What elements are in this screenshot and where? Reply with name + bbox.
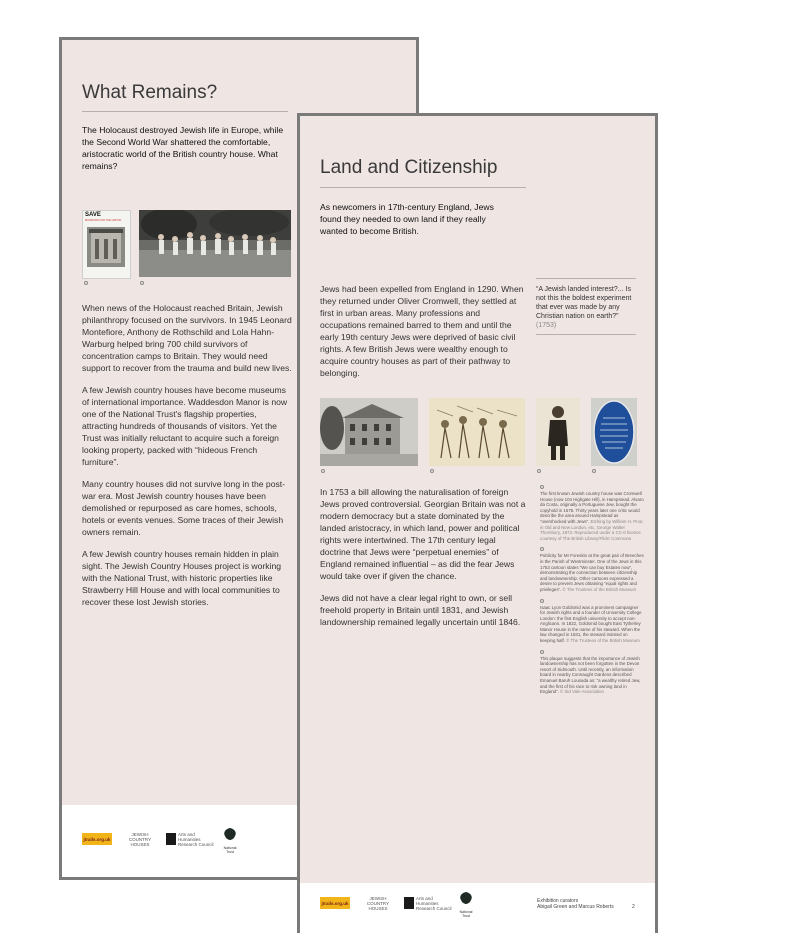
ahrc-logo: Arts and Humanities Research Council [178,831,214,847]
oak-leaf-icon [458,891,474,905]
cromwell-house-etching-icon [320,398,418,466]
curators-names: Abigail Green and Marcus Roberts [537,904,614,910]
panel2-paragraph-1: Jews had been expelled from England in 1290. When they returned under Oliver Cromwell, they settled at first in urban areas. Many professions and occupations remained barred to them and until the early 19th century Jews were deprived of basic civil rights. A few British Jews were wealthy enough to acquire country houses as part of their pathway to belonging. [320,284,524,378]
panel-land-and-citizenship [297,113,658,933]
panel2-title-rule [320,187,526,188]
ahrc-logo-mark [404,897,414,909]
mansion-photo-icon [83,225,130,271]
panel1-intro: The Holocaust destroyed Jewish life in Europe, while the Second World War shattered the comfortable, aristocratic world of the British country house. What remains? [82,125,284,171]
caption-marker [140,281,144,285]
caption-marker [537,469,541,473]
oak-leaf-icon [222,827,238,841]
pull-quote-year: (1753) [536,322,557,329]
curators-credit [537,898,627,910]
national-trust-logo [222,827,238,854]
national-trust-logo [458,891,474,918]
caption-credit: © The Trustees of the British Museum [566,638,640,644]
national-trust-label: National Trust [223,846,237,854]
panel2-paragraph-2: In 1753 a bill allowing the naturalisation of foreign Jews proved controversial. Georgian Britain was not a modern democracy but a state dominated by the landed aristocracy, in which land, power and political rights were intertwined. The 17th century legal doctrine that Jews were “perpetual enemies” of England remained influential – as did the fear Jews would take over if given the chance. [320,487,526,581]
jewish-country-houses-logo: JEWISH COUNTRY HOUSES [366,895,390,911]
page-number: 2 [632,904,635,910]
panel1-paragraph: A few Jewish country houses remain hidden in plain sight. The Jewish Country Houses project is working with the National Trust, with historic properties like Strawberry Hill House and with local communities to recover these lost Jewish stories. [82,549,282,607]
panel1-title-rule [82,111,288,112]
cromwell-house-etching [320,398,418,466]
caption-marker [592,469,596,473]
jtrails-logo: jtrails.org.uk [320,897,350,909]
caption-credit: Etching by William H. Prior, in Old and New London, etc, George Walter Thornbury, 1873. Reproduced under a CC-0 licence courtesy of The British Library/Flickr Commons [540,518,644,541]
quote-top-rule [536,278,636,279]
blue-plaque-icon [591,398,637,466]
children-dancing-photo-icon [139,210,291,277]
panel1-paragraph: A few Jewish country houses have become museums of international importance. Waddesdon Manor is now one of the National Trust's flagship properties, attracting hundreds of thousands of visitors. Yet the Trust was initially reluctant to acquire such a foreign looking property, packed with “hideous French furniture”. [82,385,288,467]
caption-cromwell-house [540,485,644,541]
goldsmid-portrait-icon [536,398,580,466]
caption-goldsmid [540,599,644,644]
1753-cartoon-icon [429,398,525,466]
caption-marker [540,599,544,603]
caption-1753-cartoon [540,547,644,592]
caption-text: This plaque suggests that the importance of Jewish landownership has not been forgotten in the Devon resort of Sidmouth. Until recently, an information board in nearby Connaught Gardens described Emanuel Baruh Lousada as: “a wealthy retired Jew, and the first of his race to risk owning land in England”. [540,655,641,695]
caption-credit: © Sid Vale Association [560,689,604,695]
save-magazine-cover-image [82,210,131,279]
caption-text: Publicity for Mr Foreskin at the great pair of Breeches in the Parish of Westminster. One of the Jews in this 1753 cartoon states “We can buy Estates now”, demonstrating the connection between citizenship and landownership. Other cartoons expressed a desire to prevent Jews obtaining “equal rights and privileges”. [540,553,644,592]
panel2-intro: As newcomers in 17th-century England, Jews found they needed to own land if they really wanted to become British. [320,202,494,236]
panel1-title: What Remains? [82,82,218,103]
panel2-lower-body [320,486,526,638]
caption-text: Isaac Lyon Goldsmid was a prominent campaigner for Jewish rights and a founder of University College London: the first English university to accept non-Anglicans. In 1822, Goldsmid bought East Tytherley Manor House in the name of his steward. When the law changed in 1831, the steward insisted on keeping half. [540,604,642,644]
image-captions [540,485,644,701]
caption-marker [430,469,434,473]
panel1-body [82,302,292,618]
pull-quote-text: “A Jewish landed interest?... Is not this the boldest experiment that ever was made by any Christian nation on earth?” [536,286,632,320]
1753-cartoon-image [429,398,525,466]
caption-marker [321,469,325,473]
ahrc-logo: Arts and Humanities Research Council [416,895,452,911]
jtrails-logo: jtrails.org.uk [82,833,112,845]
panel2-title: Land and Citizenship [320,157,498,178]
goldsmid-portrait [536,398,580,466]
caption-text: The first known Jewish country house was Cromwell House (now 104 Highgate Hill), in Hampstead. Alvaro da Costa, originally a Portuguese Jew, bought the copyhold in 1675. Thirty years later one critic would describe the area around Hampstead as “overshocked with Jews”. [540,491,644,524]
pull-quote [536,285,636,330]
caption-marker [84,281,88,285]
quote-bottom-rule [536,334,636,335]
panel1-paragraph: Many country houses did not survive long in the post-war era. Most Jewish country houses have been demolished or repurposed as care homes, schools, hotels or events venues. Some traces of their Jewish owners remain. [82,479,286,537]
caption-marker [540,650,544,654]
magazine-cover-title: SAVE [85,212,101,218]
caption-credit: © The Trustees of the British Museum [562,586,637,592]
panel2-footer [300,883,655,933]
caption-marker [540,547,544,551]
caption-marker [540,485,544,489]
curators-label: Exhibition curators [537,898,579,904]
magazine-cover-subtitle: MANSIONS FOR THE NATION [85,219,122,222]
ahrc-logo-mark [166,833,176,845]
panel2-paragraph-3: Jews did not have a clear legal right to own, or sell freehold property in Britain until 1831, and Jewish landownership remained legally uncertain until 1846. [320,593,521,627]
panel1-paragraph: When news of the Holocaust reached Britain, Jewish philanthropy focused on the survivors. In 1945 Leonard Montefiore, Anthony de Rothschild and Lola Hahn-Warburg helped bring 700 child survivors of concentration camps to Britain. They would need support to recover from the trauma and build new lives. [82,303,292,373]
sidmouth-plaque-photo [591,398,637,466]
jewish-country-houses-logo: JEWISH COUNTRY HOUSES [128,831,152,847]
national-trust-label: National Trust [459,910,473,918]
caption-sidmouth-plaque [540,650,644,695]
children-dancing-photo [139,210,291,277]
